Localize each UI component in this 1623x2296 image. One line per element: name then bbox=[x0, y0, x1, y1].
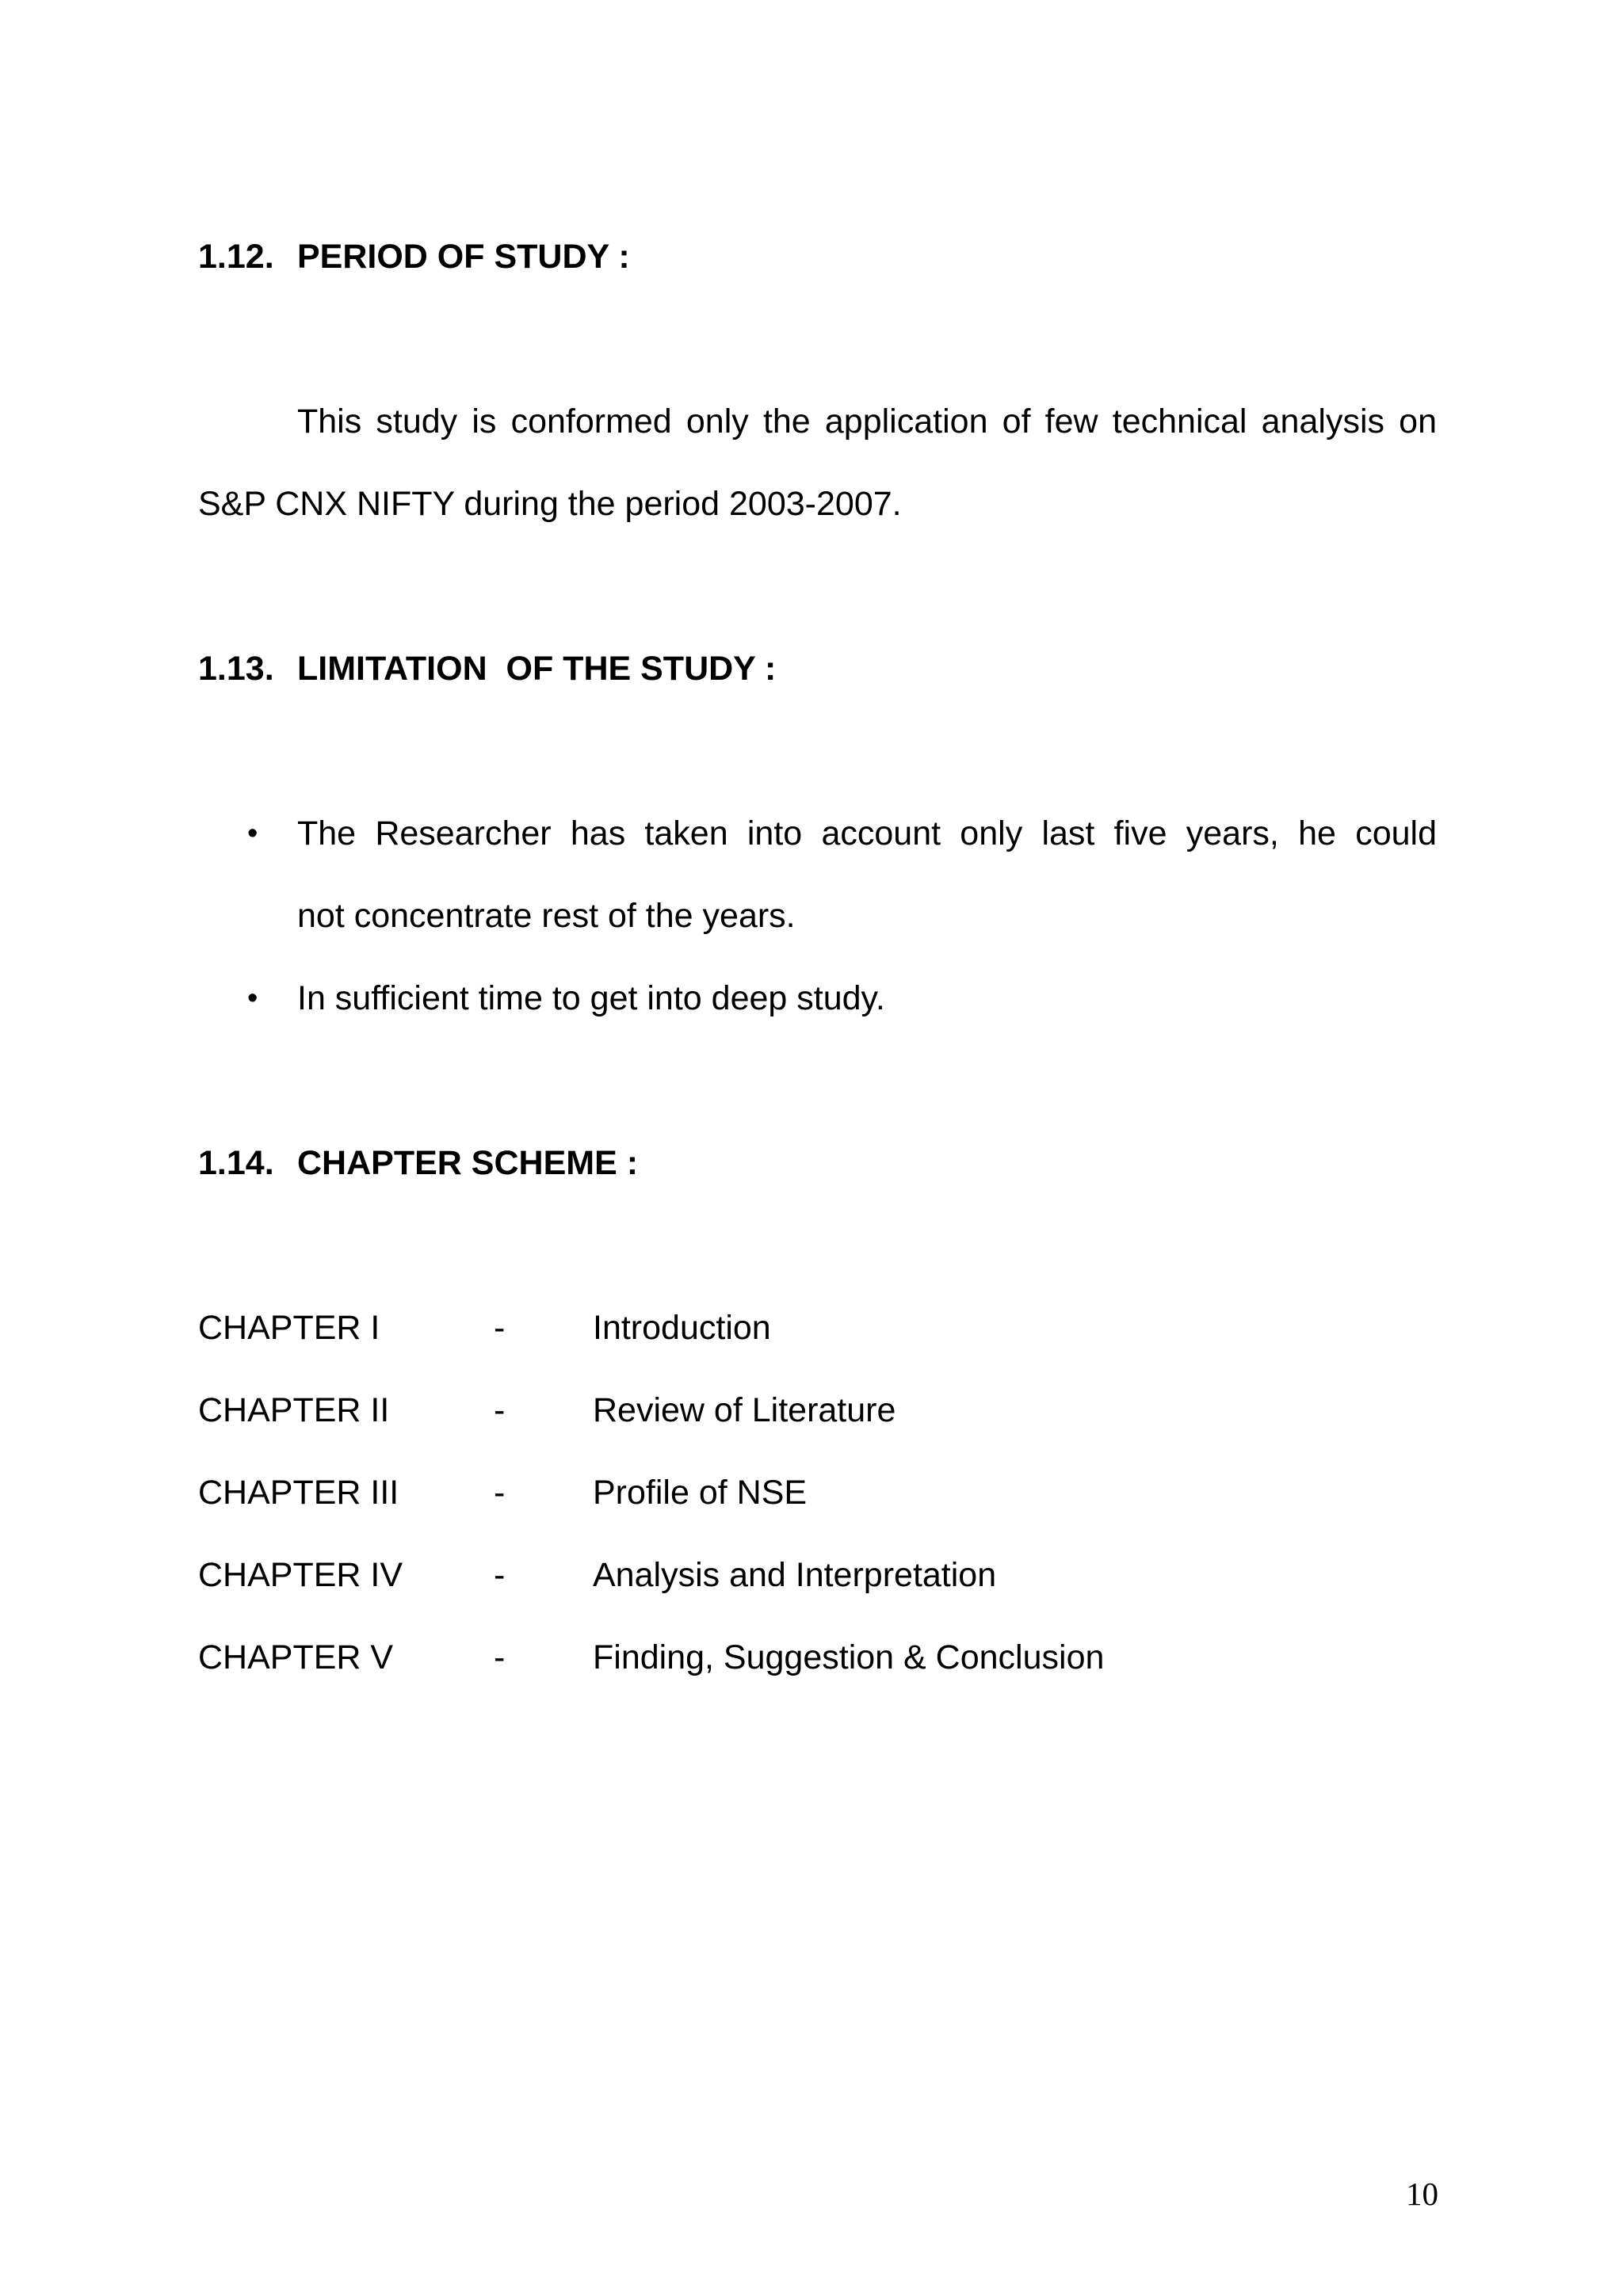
chapter-title: Review of Literature bbox=[593, 1391, 896, 1429]
section-heading-period-of-study bbox=[198, 236, 630, 277]
chapter-row bbox=[198, 1472, 1308, 1513]
chapter-separator: - bbox=[494, 1638, 506, 1676]
chapter-separator: - bbox=[494, 1474, 506, 1512]
section-number: 1.13. bbox=[198, 650, 274, 688]
chapter-title: Profile of NSE bbox=[593, 1474, 808, 1512]
bullet-icon: • bbox=[247, 982, 258, 1015]
chapter-name: CHAPTER IV bbox=[198, 1556, 403, 1594]
chapter-row bbox=[198, 1554, 1308, 1596]
paragraph-line: S&P CNX NIFTY during the period 2003-2007. bbox=[198, 485, 902, 523]
chapter-title: Finding, Suggestion & Conclusion bbox=[593, 1638, 1105, 1676]
chapter-separator: - bbox=[494, 1391, 506, 1429]
section-number: 1.14. bbox=[198, 1144, 274, 1182]
paragraph-line: This study is conformed only the application of few technical analysis on bbox=[297, 402, 1437, 441]
chapter-name: CHAPTER I bbox=[198, 1309, 380, 1347]
section-number: 1.12. bbox=[198, 238, 274, 276]
list-item-line: The Researcher has taken into account only last five years, he could bbox=[297, 814, 1437, 852]
chapter-name: CHAPTER II bbox=[198, 1391, 390, 1429]
section-title: LIMITATION OF THE STUDY : bbox=[297, 650, 777, 688]
section-heading-chapter-scheme bbox=[198, 1142, 638, 1184]
chapter-title: Introduction bbox=[593, 1309, 771, 1347]
chapter-name: CHAPTER V bbox=[198, 1638, 394, 1676]
section-title: CHAPTER SCHEME : bbox=[297, 1144, 639, 1182]
chapter-row bbox=[198, 1390, 1308, 1431]
chapter-separator: - bbox=[494, 1556, 506, 1594]
chapter-row bbox=[198, 1637, 1308, 1678]
bullet-icon: • bbox=[247, 817, 258, 850]
chapter-row bbox=[198, 1307, 1308, 1348]
page-number: 10 bbox=[1406, 2176, 1438, 2212]
list-item-line: not concentrate rest of the years. bbox=[297, 897, 796, 935]
chapter-name: CHAPTER III bbox=[198, 1474, 399, 1512]
section-title: PERIOD OF STUDY : bbox=[297, 238, 630, 276]
list-item-line: In sufficient time to get into deep study. bbox=[297, 979, 885, 1017]
section-heading-limitation-of-the-study bbox=[198, 648, 776, 689]
chapter-title: Analysis and Interpretation bbox=[593, 1556, 997, 1594]
chapter-separator: - bbox=[494, 1309, 506, 1347]
